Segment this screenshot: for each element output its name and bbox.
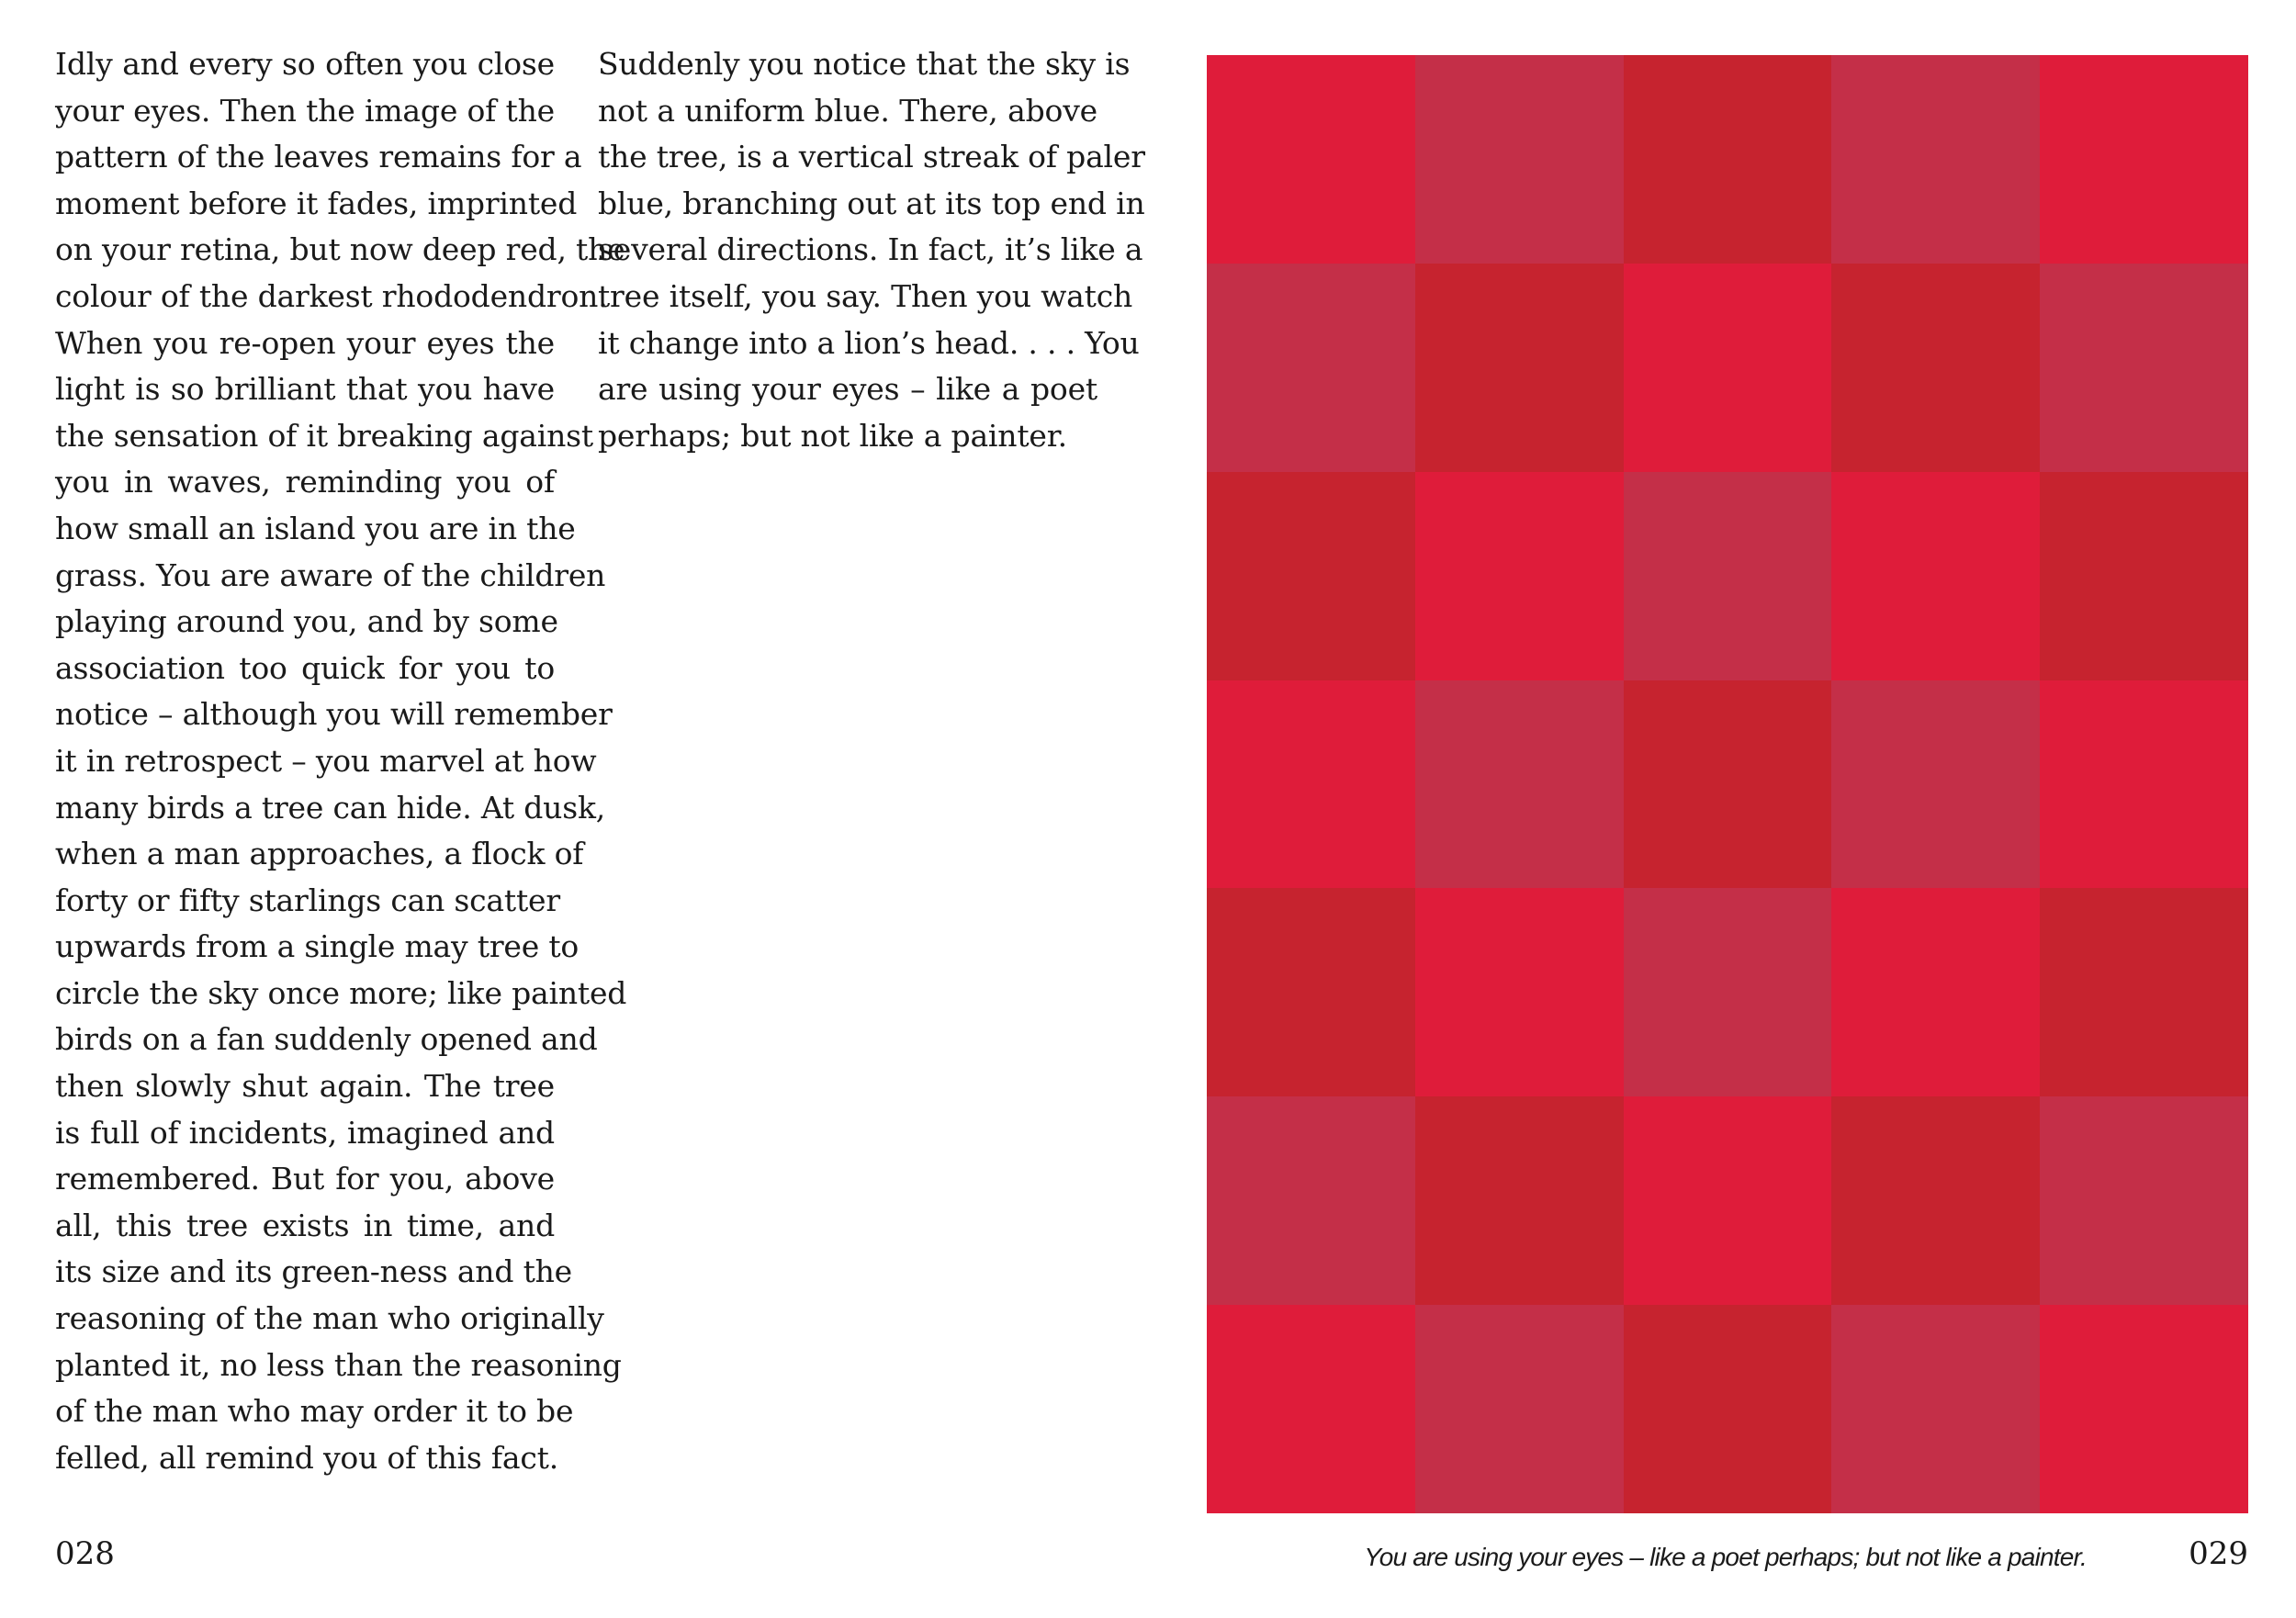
grid-cell	[1415, 680, 1624, 889]
text-line: many birds a tree can hide. At dusk,	[55, 789, 606, 826]
red-checker-grid	[1207, 55, 2248, 1513]
text-line: blue, branching out at its top end in	[598, 185, 1145, 221]
text-line: felled, all remind you of this fact.	[55, 1439, 559, 1476]
grid-cell	[1415, 264, 1624, 472]
text-line: When you re-open your eyes the	[55, 324, 555, 361]
text-line: planted it, no less than the reasoning	[55, 1346, 622, 1383]
left-body-text	[55, 41, 627, 1481]
text-line: tree itself, you say. Then you watch	[598, 277, 1133, 314]
grid-cell	[2040, 1305, 2248, 1513]
text-line: the tree, is a vertical streak of paler	[598, 139, 1145, 175]
grid-cell	[2040, 55, 2248, 264]
text-line: how small an island you are in the	[55, 510, 576, 546]
text-line: all, this tree exists in time, and	[55, 1207, 555, 1243]
grid-cell	[2040, 888, 2248, 1096]
text-line: its size and its green-ness and the	[55, 1253, 573, 1290]
text-line: light is so brilliant that you have	[55, 371, 555, 408]
text-line: birds on a fan suddenly opened and	[55, 1021, 598, 1058]
grid-cell	[1207, 680, 1415, 889]
grid-cell	[1415, 888, 1624, 1096]
text-line: of the man who may order it to be	[55, 1393, 574, 1430]
text-line: association too quick for you to	[55, 649, 555, 686]
text-line: colour of the darkest rhododendron.	[55, 277, 608, 314]
text-line: forty or fifty starlings can scatter	[55, 882, 560, 918]
grid-cell	[1624, 472, 1832, 680]
grid-cell	[1207, 1096, 1415, 1305]
grid-cell	[2040, 472, 2248, 680]
grid-cell	[1207, 1305, 1415, 1513]
text-line: when a man approaches, a flock of	[55, 836, 584, 872]
text-line: perhaps; but not like a painter.	[598, 417, 1067, 454]
text-line: remembered. But for you, above	[55, 1161, 555, 1197]
grid-cell	[1624, 1305, 1832, 1513]
text-line: it change into a lion’s head. . . . You	[598, 324, 1140, 361]
grid-cell	[2040, 680, 2248, 889]
text-line: on your retina, but now deep red, the	[55, 231, 625, 268]
grid-cell	[1624, 680, 1832, 889]
grid-cell	[1207, 55, 1415, 264]
text-line: pattern of the leaves remains for a	[55, 139, 582, 175]
grid-cell	[1831, 472, 2040, 680]
grid-cell	[1624, 888, 1832, 1096]
text-line: moment before it fades, imprinted	[55, 185, 578, 221]
grid-cell	[1831, 1305, 2040, 1513]
text-line: Suddenly you notice that the sky is	[598, 46, 1131, 82]
grid-cell	[1831, 264, 2040, 472]
text-line: notice – although you will remember	[55, 696, 613, 733]
grid-cell	[1831, 680, 2040, 889]
grid-cell	[1207, 264, 1415, 472]
text-line: grass. You are aware of the children	[55, 556, 606, 593]
grid-cell	[1415, 1305, 1624, 1513]
text-line: your eyes. Then the image of the	[55, 92, 555, 129]
grid-cell	[1624, 264, 1832, 472]
text-line: several directions. In fact, it’s like a	[598, 231, 1143, 268]
text-line: upwards from a single may tree to	[55, 928, 580, 965]
text-line: the sensation of it breaking against	[55, 417, 593, 454]
text-line: circle the sky once more; like painted	[55, 974, 627, 1011]
middle-body-text	[598, 41, 1145, 459]
text-line: you in waves, reminding you of	[55, 464, 555, 500]
text-line: playing around you, and by some	[55, 603, 558, 640]
grid-cell	[1831, 888, 2040, 1096]
grid-cell	[1415, 1096, 1624, 1305]
grid-cell	[1415, 472, 1624, 680]
grid-cell	[1831, 55, 2040, 264]
text-line: it in retrospect – you marvel at how	[55, 742, 597, 779]
text-line: reasoning of the man who originally	[55, 1300, 604, 1337]
grid-cell	[2040, 1096, 2248, 1305]
grid-cell	[1624, 55, 1832, 264]
grid-cell	[1207, 888, 1415, 1096]
grid-cell	[1831, 1096, 2040, 1305]
left-page-number: 028	[55, 1535, 115, 1572]
image-caption: You are using your eyes – like a poet perhaps; but not like a painter.	[1364, 1543, 2087, 1571]
text-line: not a uniform blue. There, above	[598, 92, 1097, 129]
grid-cell	[1624, 1096, 1832, 1305]
text-line: are using your eyes – like a poet	[598, 371, 1097, 408]
right-page-number: 029	[2189, 1535, 2248, 1572]
grid-cell	[2040, 264, 2248, 472]
grid-cell	[1415, 55, 1624, 264]
grid-cell	[1207, 472, 1415, 680]
text-line: then slowly shut again. The tree	[55, 1068, 555, 1105]
text-line: Idly and every so often you close	[55, 46, 555, 82]
text-line: is full of incidents, imagined and	[55, 1114, 555, 1151]
